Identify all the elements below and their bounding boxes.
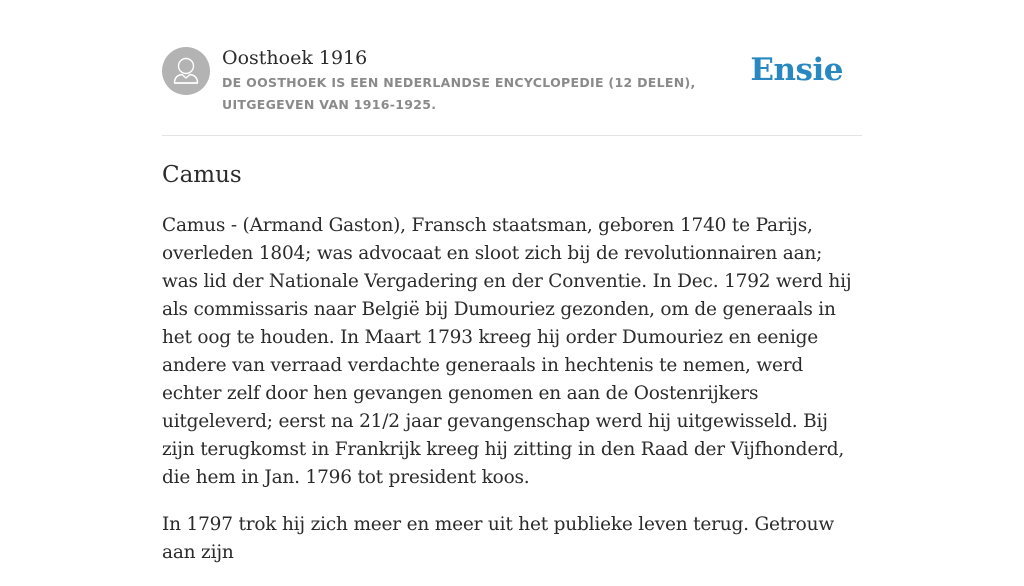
entry-paragraph: Camus - (Armand Gaston), Fransch staatsman, geboren 1740 te Parijs, overleden 1804; was advocaat en sloot zich bij de revolutionnairen aan; was lid der Nationale Vergadering en der Conventie. In Dec. 1792 werd hij als commissaris naar België bij Dumouriez gezonden, om de generaals in het oog te houden. In Maart 1793 kreeg hij order Dumouriez en eenige andere van verraad verdachte generaals in hechtenis te nemen, werd echter zelf door hen gevangen genomen en aan de Oostenrijkers uitgeleverd; eerst na 21/2 jaar gevangenschap werd hij uitgewisseld. Bij zijn terugkomst in Frankrijk kreeg hij zitting in den Raad der Vijfhonderd, die hem in Jan. 1796 tot president koos. — [162, 215, 852, 488]
ensie-logo[interactable]: Ensie — [750, 52, 843, 88]
entry-paragraph: In 1797 trok hij zich meer en meer uit het publieke leven terug. Getrouw aan zijn — [162, 514, 834, 563]
source-description: DE OOSTHOEK IS EEN NEDERLANDSE ENCYCLOPEDIE (12 DELEN), UITGEGEVEN VAN 1916-1925. — [222, 75, 696, 112]
header-divider — [162, 135, 862, 136]
source-title[interactable]: Oosthoek 1916 — [222, 47, 368, 69]
entry-content — [162, 212, 862, 586]
source-header — [162, 46, 862, 136]
source-avatar[interactable] — [162, 47, 210, 95]
entry-title: Camus — [162, 162, 242, 188]
user-icon — [162, 47, 210, 95]
